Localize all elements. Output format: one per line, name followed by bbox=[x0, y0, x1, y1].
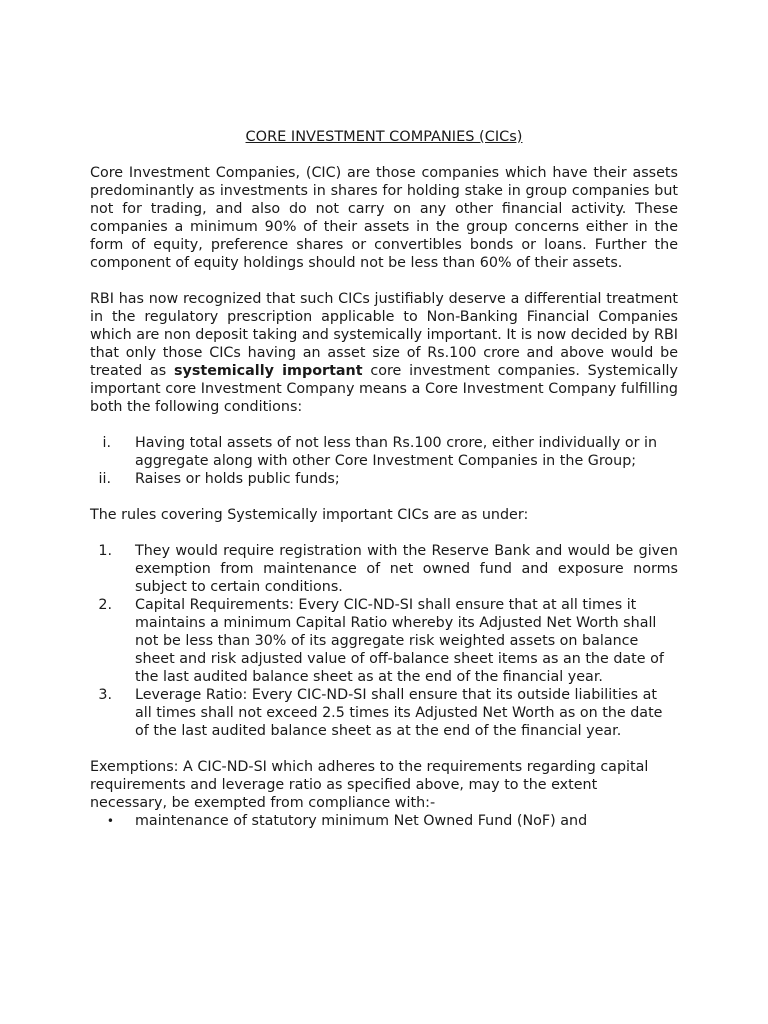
systemically-important-bold: systemically important bbox=[174, 363, 363, 379]
paragraph-rbi-text-a: RBI has now recognized that such CICs justifiably deserve a differential treatment in the regulatory prescription applicable to Non-Banking Financial Companies which are non deposit taking and systemically important. It is now decided by RBI that only those CICs having an asset size of Rs.100 crore and above would be treated as bbox=[90, 291, 678, 379]
list-marker: 3. bbox=[98, 687, 112, 703]
list-item bbox=[90, 542, 678, 596]
exemptions-paragraph: Exemptions: A CIC-ND-SI which adheres to the requirements regarding capital requirements and leverage ratio as specified above, may to the extent necessary, be exempted from compliance with:- bbox=[90, 759, 649, 811]
list-marker: 1. bbox=[98, 543, 112, 559]
exemption-bullets bbox=[90, 812, 678, 830]
paragraph-rbi-text-b: core investment companies. Systemically important core Investment Company means a Core Investment Company fulfilling both the following conditions: bbox=[90, 363, 678, 415]
list-item bbox=[90, 596, 678, 686]
list-marker: 2. bbox=[98, 597, 112, 613]
list-item-text: Leverage Ratio: Every CIC-ND-SI shall ensure that its outside liabilities at all times shall not exceed 2.5 times its Adjusted Net Worth as on the date of the last audited balance sheet as at the end of the financial year. bbox=[135, 687, 663, 739]
bullet-marker: • bbox=[106, 814, 114, 828]
document-page bbox=[90, 128, 678, 848]
list-marker: i. bbox=[102, 435, 111, 451]
paragraph-rbi-recognition bbox=[90, 290, 678, 416]
rules-list bbox=[90, 542, 678, 740]
list-item bbox=[90, 434, 678, 470]
paragraph-definition: Core Investment Companies, (CIC) are those companies which have their assets predominantly as investments in shares for holding stake in group companies but not for trading, and also do not carry on any other financial activity. These companies a minimum 90% of their assets in the group concerns either in the form of equity, preference shares or convertibles bonds or loans. Further the component of equity holdings should not be less than 60% of their assets. bbox=[90, 165, 678, 271]
list-item bbox=[90, 686, 678, 740]
list-marker: ii. bbox=[98, 471, 111, 487]
list-item bbox=[90, 812, 678, 830]
conditions-list bbox=[90, 434, 678, 488]
list-item-text: Capital Requirements: Every CIC-ND-SI shall ensure that at all times it maintains a minimum Capital Ratio whereby its Adjusted Net Worth shall not be less than 30% of its aggregate risk weighted assets on balance sheet and risk adjusted value of off-balance sheet items as an the date of the last audited balance sheet as at the end of the financial year. bbox=[135, 597, 664, 685]
list-item bbox=[90, 470, 678, 488]
rules-intro: The rules covering Systemically important CICs are as under: bbox=[90, 507, 529, 523]
list-item-text: Raises or holds public funds; bbox=[135, 471, 340, 487]
list-item-text: maintenance of statutory minimum Net Owned Fund (NoF) and bbox=[135, 813, 588, 829]
list-item-text: Having total assets of not less than Rs.100 crore, either individually or in aggregate along with other Core Investment Companies in the Group; bbox=[135, 435, 658, 469]
document-title: CORE INVESTMENT COMPANIES (CICs) bbox=[245, 129, 523, 145]
list-item-text: They would require registration with the Reserve Bank and would be given exemption from maintenance of net owned fund and exposure norms subject to certain conditions. bbox=[135, 543, 678, 595]
